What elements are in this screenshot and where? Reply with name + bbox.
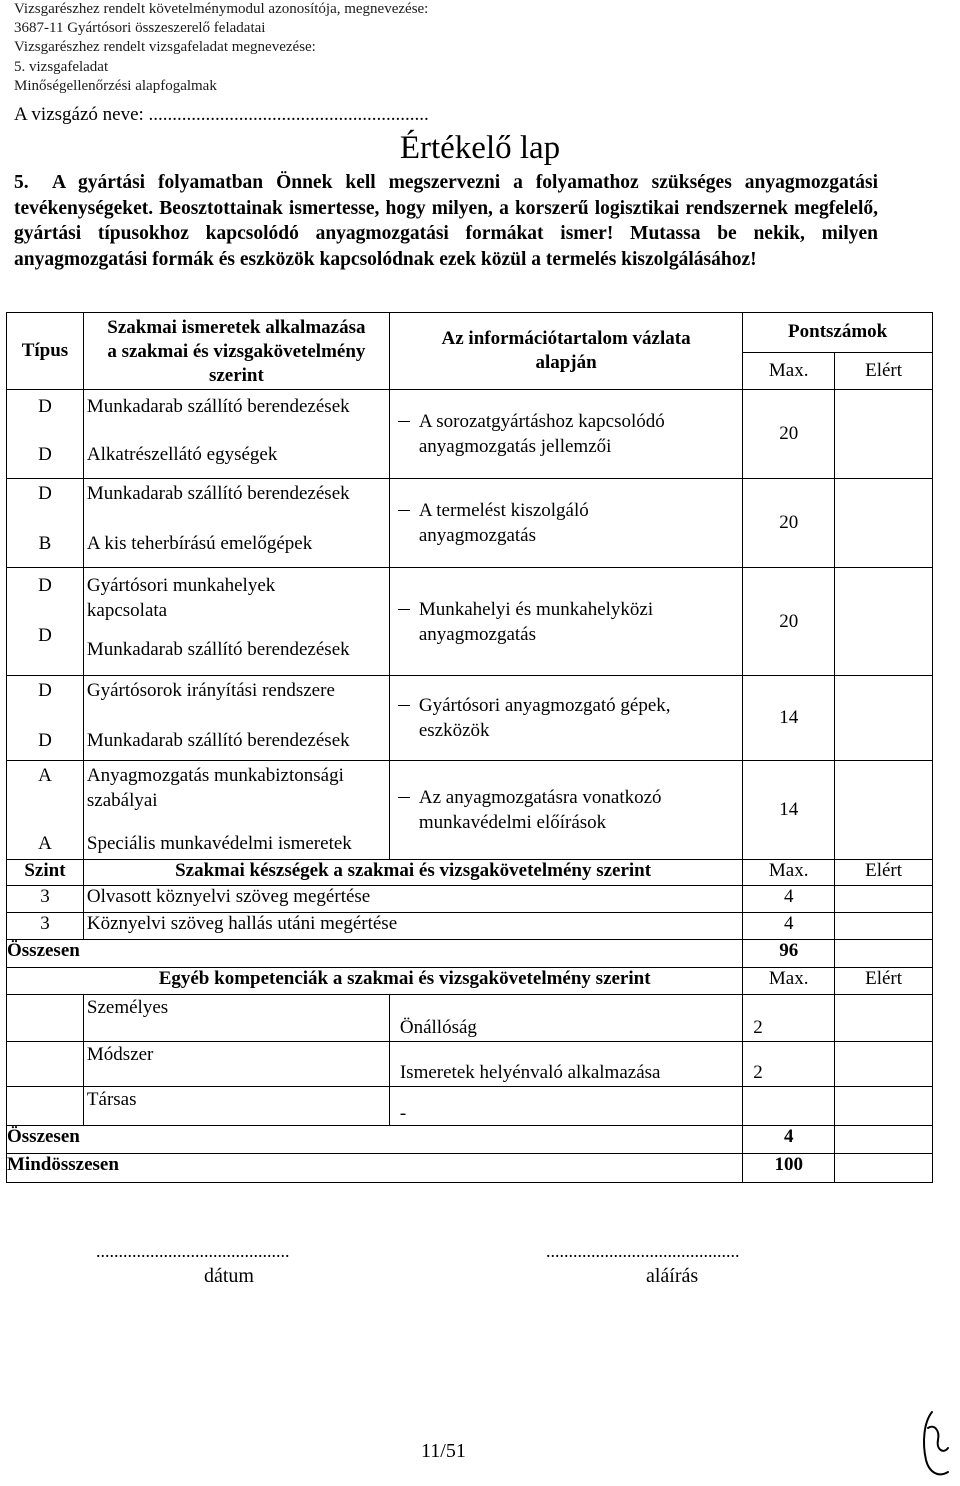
empty-cell (7, 1087, 84, 1126)
subtotal-row (7, 1126, 933, 1154)
other-max-header: Max. (743, 968, 835, 995)
type-cell (7, 676, 84, 761)
knowledge-item: Speciális munkavédelmi ismeretek (86, 833, 352, 854)
skills-title: Szakmai készségek a szakmai és vizsgakövetelmény szerint (83, 860, 742, 886)
header-type: Típus (7, 313, 84, 390)
info-line: anyagmozgatás jellemzői (418, 436, 612, 457)
info-cell (389, 676, 742, 761)
earned-points[interactable] (835, 390, 933, 479)
info-bullet (390, 693, 742, 743)
date-line: ........................................... (96, 1241, 290, 1261)
competency-name: Ismeretek helyénvaló alkalmazása (389, 1042, 742, 1087)
dash-icon (398, 421, 410, 422)
total-max: 100 (743, 1154, 835, 1183)
empty-cell (7, 995, 84, 1042)
info-line: A sorozatgyártáshoz kapcsolódó (418, 411, 665, 432)
type-cell (7, 390, 84, 479)
type-cell (7, 479, 84, 568)
subtotal-got[interactable] (835, 940, 933, 968)
knowledge-item: Munkadarab szállító berendezések (86, 396, 350, 417)
header-info-line: alapján (535, 352, 597, 373)
page-title: Értékelő lap (399, 130, 561, 166)
info-bullet (390, 785, 742, 835)
table-row (7, 676, 933, 761)
type-code: D (38, 625, 52, 646)
info-line: munkavédelmi előírások (418, 812, 607, 833)
max-points: 14 (743, 676, 835, 761)
dash-icon (398, 797, 410, 798)
header-line: Vizsgarészhez rendelt vizsgafeladat megnevezése: (14, 39, 316, 56)
empty-cell (7, 1042, 84, 1087)
type-code: A (38, 765, 52, 786)
page-number: 11/51 (421, 1440, 466, 1462)
header-knowledge-line: szerint (208, 365, 264, 386)
competency-category: Társas (83, 1087, 389, 1126)
table-row (7, 479, 933, 568)
competency-max: 2 (743, 995, 835, 1042)
skills-max-header: Max. (743, 860, 835, 886)
table-row (7, 886, 933, 913)
knowledge-cell (83, 479, 389, 568)
earned-points[interactable] (835, 761, 933, 860)
knowledge-item: Gyártósorok irányítási rendszere (86, 680, 335, 701)
header-knowledge (83, 313, 389, 390)
earned-points[interactable] (835, 479, 933, 568)
header-points: Pontszámok (743, 313, 933, 353)
header-line: 3687-11 Gyártósori összeszerelő feladatai (14, 20, 266, 37)
task-text: A gyártási folyamatban Önnek kell megszervezni a folyamathoz szükséges anyagmozgatási tevékenységeket. Beosztottainak ismertesse, hogy milyen, a korszerű logisztikai rendszernek megfelelő, gyártási típusokhoz kapcsolódó anyagmozgatási formákat ismer! Mutassa be nekik, milyen anyagmozgatási formák és eszközök kapcsolódnak ezek közül a termelés kiszolgálásához! (14, 172, 878, 270)
info-line: anyagmozgatás (418, 525, 536, 546)
type-code: D (38, 444, 52, 465)
earned-points[interactable] (835, 568, 933, 676)
skill-level: 3 (7, 886, 84, 913)
task-number: 5. (14, 172, 29, 193)
other-got-header: Elért (835, 968, 933, 995)
signature-line: ........................................... (546, 1241, 740, 1261)
competency-got[interactable] (835, 1042, 933, 1087)
knowledge-cell (83, 676, 389, 761)
type-code: D (38, 483, 52, 504)
type-code: B (38, 533, 52, 554)
other-header-row (7, 968, 933, 995)
skill-name: Olvasott köznyelvi szöveg megértése (83, 886, 742, 913)
info-line: Munkahelyi és munkahelyközi (418, 598, 654, 620)
subtotal-label: Összesen (7, 1126, 743, 1154)
total-row (7, 1154, 933, 1183)
skill-got[interactable] (835, 913, 933, 940)
max-points: 14 (743, 761, 835, 860)
skill-max: 4 (743, 886, 835, 913)
skill-level: 3 (7, 913, 84, 940)
header-knowledge-line: Szakmai ismeretek alkalmazása (107, 317, 366, 338)
knowledge-item: A kis teherbírású emelőgépek (86, 533, 313, 554)
header-line: Vizsgarészhez rendelt követelménymodul azonosítója, megnevezése: (14, 1, 429, 17)
info-line: Az anyagmozgatásra vonatkozó (418, 787, 662, 808)
info-line: Gyártósori anyagmozgató gépek, (418, 695, 671, 716)
type-code: D (38, 575, 52, 596)
dash-icon (398, 609, 410, 610)
info-bullet (390, 597, 742, 647)
skill-max: 4 (743, 913, 835, 940)
knowledge-cell (83, 390, 389, 479)
info-line: eszközök (418, 720, 490, 741)
knowledge-cell (83, 568, 389, 676)
skills-got-header: Elért (835, 860, 933, 886)
info-cell (389, 761, 742, 860)
header-got: Elért (835, 352, 933, 390)
subtotal-max: 4 (743, 1126, 835, 1154)
header-line: Minőségellenőrzési alapfogalmak (14, 77, 217, 94)
dash-icon (398, 510, 410, 511)
header-line: 5. vizsgafeladat (14, 58, 109, 75)
type-code: D (38, 730, 52, 751)
table-row (7, 568, 933, 676)
skill-got[interactable] (835, 886, 933, 913)
type-code: D (38, 396, 52, 417)
table-row (7, 1042, 933, 1087)
competency-max (743, 1087, 835, 1126)
table-row (7, 761, 933, 860)
knowledge-item: Munkadarab szállító berendezések (86, 483, 350, 504)
info-bullet (390, 498, 742, 548)
table-row (7, 390, 933, 479)
header-info (389, 313, 742, 390)
type-code: D (38, 680, 52, 701)
header-knowledge-line: a szakmai és vizsgakövetelmény (107, 341, 366, 362)
date-label: dátum (204, 1265, 254, 1287)
subtotal-label: Összesen (7, 940, 743, 968)
skills-level-header: Szint (7, 860, 84, 886)
skills-header-row (7, 860, 933, 886)
task-description (14, 170, 878, 272)
max-points: 20 (743, 390, 835, 479)
info-cell (389, 568, 742, 676)
subtotal-got[interactable] (835, 1126, 933, 1154)
earned-points[interactable] (835, 676, 933, 761)
knowledge-item: Alkatrészellátó egységek (86, 444, 278, 465)
table-row (7, 1087, 933, 1126)
type-code: A (38, 833, 52, 854)
knowledge-cell (83, 761, 389, 860)
info-line: anyagmozgatás (418, 623, 536, 645)
competency-got[interactable] (835, 1087, 933, 1126)
table-row (7, 995, 933, 1042)
competency-category: Személyes (83, 995, 389, 1042)
total-label: Mindösszesen (7, 1154, 743, 1183)
dash-icon (398, 705, 410, 706)
table-row (7, 913, 933, 940)
knowledge-item: Gyártósori munkahelyek kapcsolata (86, 575, 276, 621)
competency-category: Módszer (83, 1042, 389, 1087)
examinee-name-field: A vizsgázó neve: ........................................................... (14, 104, 429, 125)
info-line: A termelést kiszolgáló (418, 500, 589, 521)
document-header (14, 0, 428, 96)
knowledge-item: Anyagmozgatás munkabiztonsági szabályai (86, 765, 344, 811)
evaluation-table (6, 312, 933, 1183)
skill-name: Köznyelvi szöveg hallás utáni megértése (83, 913, 742, 940)
competency-name: - (389, 1087, 742, 1126)
info-cell (389, 479, 742, 568)
subtotal-max: 96 (743, 940, 835, 968)
table-header-row (7, 313, 933, 353)
type-cell (7, 568, 84, 676)
subtotal-row (7, 940, 933, 968)
info-cell (389, 390, 742, 479)
header-info-line: Az információtartalom vázlata (441, 328, 691, 349)
knowledge-item: Munkadarab szállító berendezések (86, 730, 350, 751)
max-points: 20 (743, 479, 835, 568)
handwritten-initial-icon (918, 1408, 952, 1482)
competency-name: Önállóság (389, 995, 742, 1042)
signature-label: aláírás (646, 1265, 699, 1287)
competency-max: 2 (743, 1042, 835, 1087)
competency-got[interactable] (835, 995, 933, 1042)
header-max: Max. (743, 352, 835, 390)
max-points: 20 (743, 568, 835, 676)
other-title: Egyéb kompetenciák a szakmai és vizsgakövetelmény szerint (7, 968, 743, 995)
type-cell (7, 761, 84, 860)
total-got[interactable] (835, 1154, 933, 1183)
info-bullet (390, 409, 742, 459)
knowledge-item: Munkadarab szállító berendezések (86, 639, 350, 660)
